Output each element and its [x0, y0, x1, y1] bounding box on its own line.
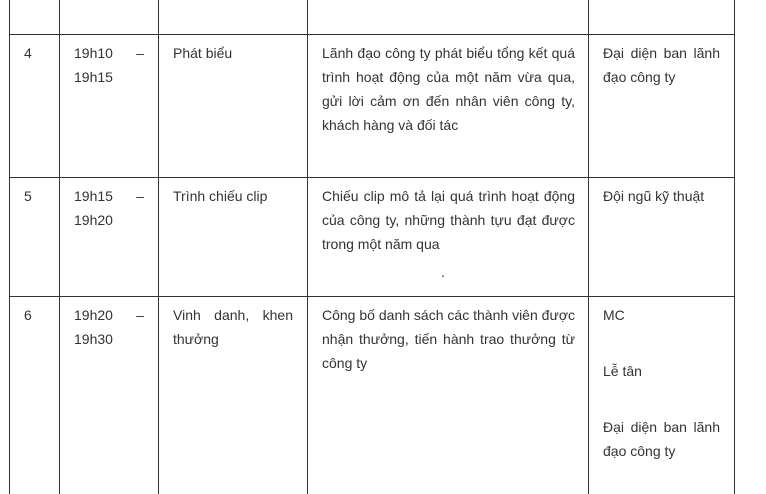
row-number: 6: [24, 307, 32, 323]
activity-content: Công bố danh sách các thành viên được nhận thưởng, tiến hành trao thưởng từ công ty: [322, 307, 575, 371]
activity-content: Lãnh đạo công ty phát biểu tổng kết quá trình hoạt động của một năm vừa qua, gửi lời cảm ơn đến nhân viên công ty, khách hàng và đối tác: [322, 45, 575, 133]
responsible-person: Đội ngũ kỹ thuật: [603, 188, 705, 204]
time-start-line: [74, 303, 144, 327]
time-start: 19h10: [74, 45, 113, 61]
row-number: 4: [24, 45, 32, 61]
activity-name: Trình chiếu clip: [173, 188, 268, 204]
row-divider: [9, 296, 735, 297]
time-end: 19h15: [74, 69, 113, 85]
activity-content: Chiếu clip mô tả lại quá trình hoạt động của công ty, những thành tựu đạt được trong một năm qua: [322, 188, 575, 252]
responsible-person-reception: Lễ tân: [603, 363, 642, 379]
time-dash: –: [136, 45, 144, 61]
time-end: 19h20: [74, 212, 113, 228]
column-divider-content: [307, 0, 308, 494]
time-start: 19h15: [74, 188, 113, 204]
responsible-person-leadership: Đại diện ban lãnh đạo công ty: [603, 419, 720, 459]
column-divider-activity: [158, 0, 159, 494]
row-number: 5: [24, 188, 32, 204]
time-end: 19h30: [74, 331, 113, 347]
time-start: 19h20: [74, 307, 113, 323]
row-divider: [9, 34, 735, 35]
time-start-line: [74, 41, 144, 65]
table-border-left: [9, 0, 10, 494]
time-dash: –: [136, 188, 144, 204]
responsible-person-mc: MC: [603, 307, 625, 323]
stray-dot: .: [441, 264, 445, 280]
activity-name: Vinh danh, khen thưởng: [173, 307, 293, 347]
time-dash: –: [136, 307, 144, 323]
column-divider-person: [588, 0, 589, 494]
time-start-line: [74, 184, 144, 208]
row-divider: [9, 177, 735, 178]
responsible-person: Đại diện ban lãnh đạo công ty: [603, 45, 720, 85]
table-border-right: [734, 0, 735, 494]
column-divider-time: [59, 0, 60, 494]
activity-name: Phát biểu: [173, 45, 233, 61]
